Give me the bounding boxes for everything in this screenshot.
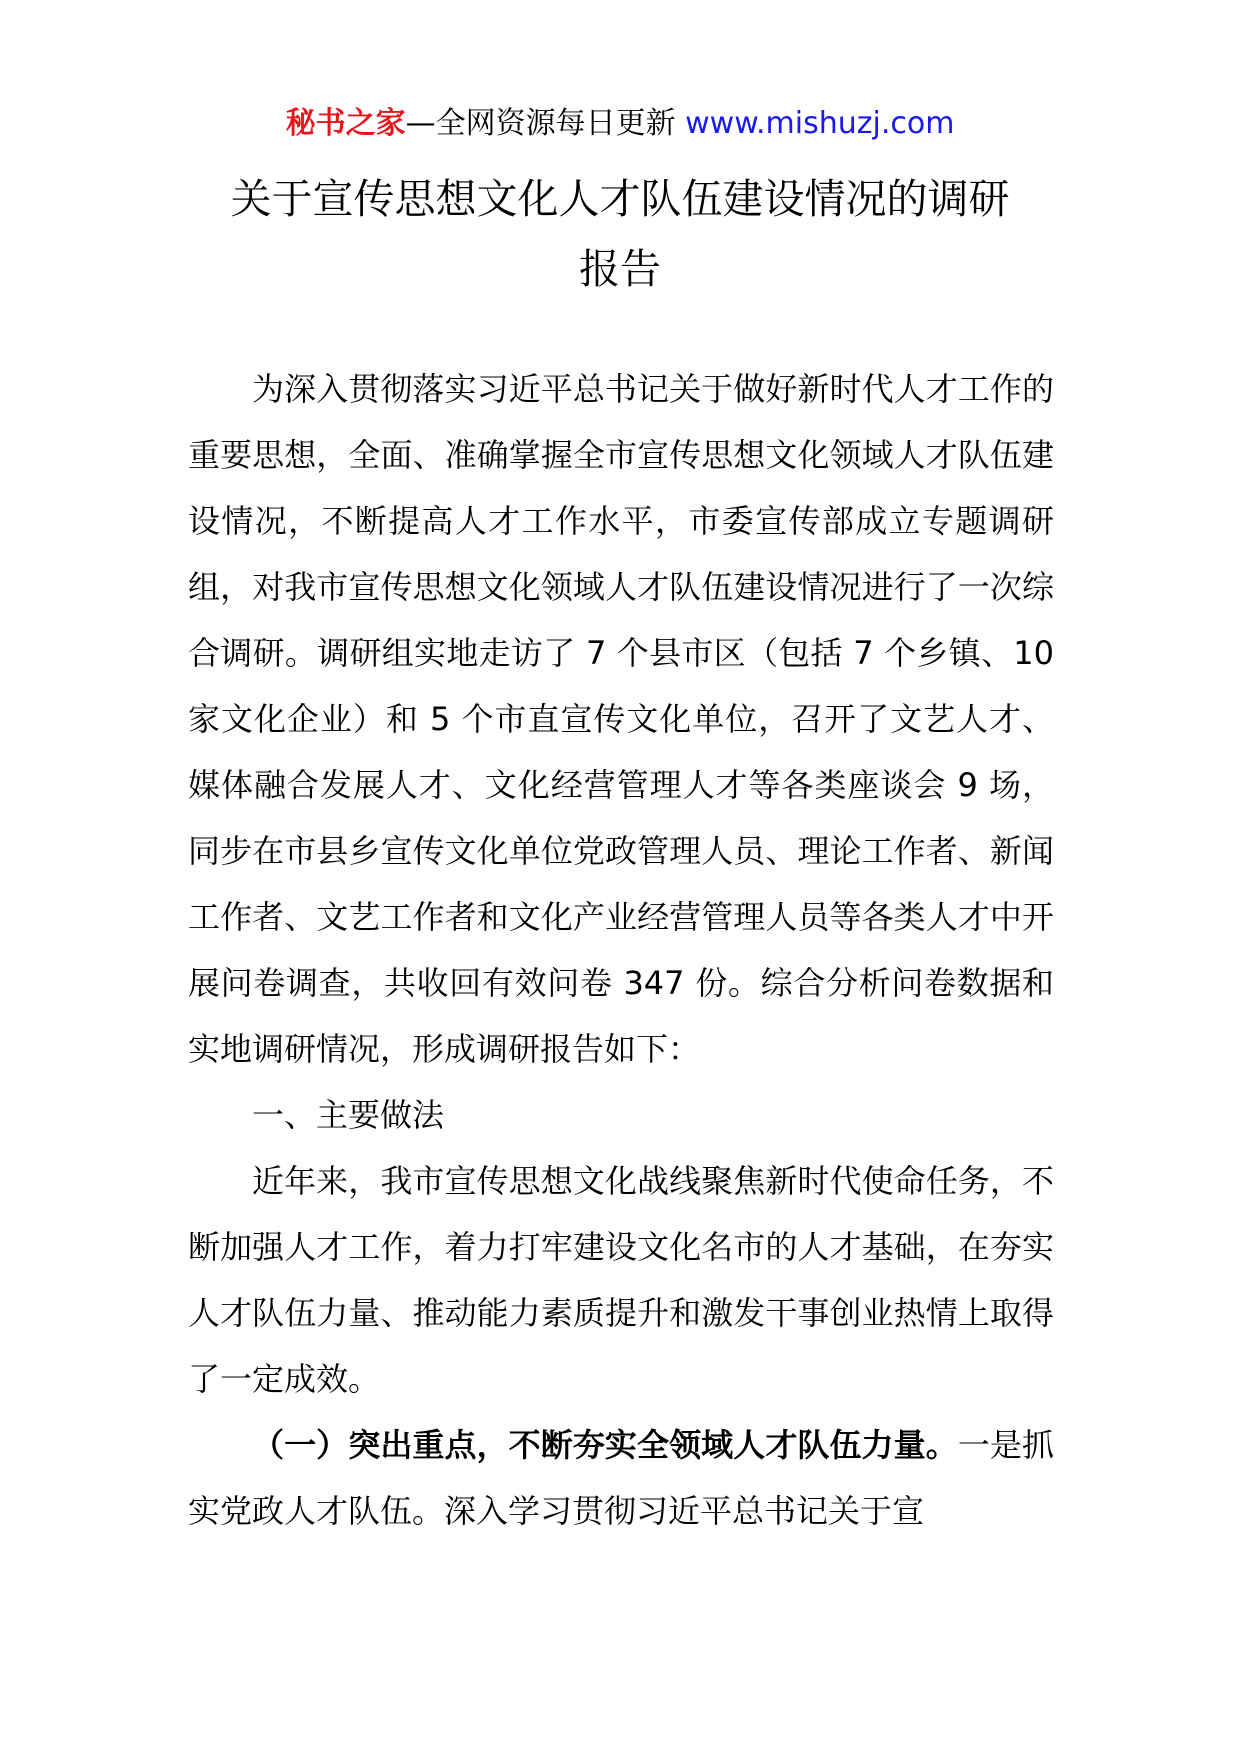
subsection-heading: （一）突出重点，不断夯实全领域人才队伍力量。 bbox=[252, 1426, 958, 1464]
header-slogan: —全网资源每日更新 bbox=[405, 106, 676, 141]
document-body bbox=[188, 356, 1054, 1544]
document-title-line-2: 报告 bbox=[579, 245, 661, 293]
subsection-text: 一是抓实党政人才队伍。深入学习贯彻习近平总书记关于宣 bbox=[188, 1426, 1054, 1530]
section-paragraph: 近年来，我市宣传思想文化战线聚焦新时代使命任务，不断加强人才工作，着力打牢建设文化名市的人才基础，在夯实人才队伍力量、推动能力素质提升和激发干事创业热情上取得了一定成效。 bbox=[188, 1162, 1054, 1398]
document-title-line-1: 关于宣传思想文化人才队伍建设情况的调研 bbox=[230, 175, 1010, 223]
brand-name: 秘书之家 bbox=[285, 106, 406, 141]
intro-paragraph: 为深入贯彻落实习近平总书记关于做好新时代人才工作的重要思想，全面、准确掌握全市宣传思想文化领域人才队伍建设情况，不断提高人才工作水平，市委宣传部成立专题调研组，对我市宣传思想文化领域人才队伍建设情况进行了一次综合调研。调研组实地走访了 7 个县市区（包括 7 个乡镇、10 家文化企业）和 5 个市直宣传文化单位，召开了文艺人才、媒体融合发展人才、文化经营管理人才等各类座谈会 9 场，同步在市县乡宣传文化单位党政管理人员、理论工作者、新闻工作者、文艺工作者和文化产业经营管理人员等各类人才中开展问卷调查，共收回有效问卷 347 份。综合分析问卷数据和实地调研情况，形成调研报告如下： bbox=[188, 370, 1054, 1068]
site-header bbox=[0, 104, 1240, 144]
section-heading-main-practices: 一、主要做法 bbox=[252, 1096, 445, 1134]
site-url[interactable]: www.mishuzj.com bbox=[685, 106, 955, 141]
subsection-paragraph bbox=[188, 1412, 1054, 1544]
document-title bbox=[160, 164, 1080, 304]
